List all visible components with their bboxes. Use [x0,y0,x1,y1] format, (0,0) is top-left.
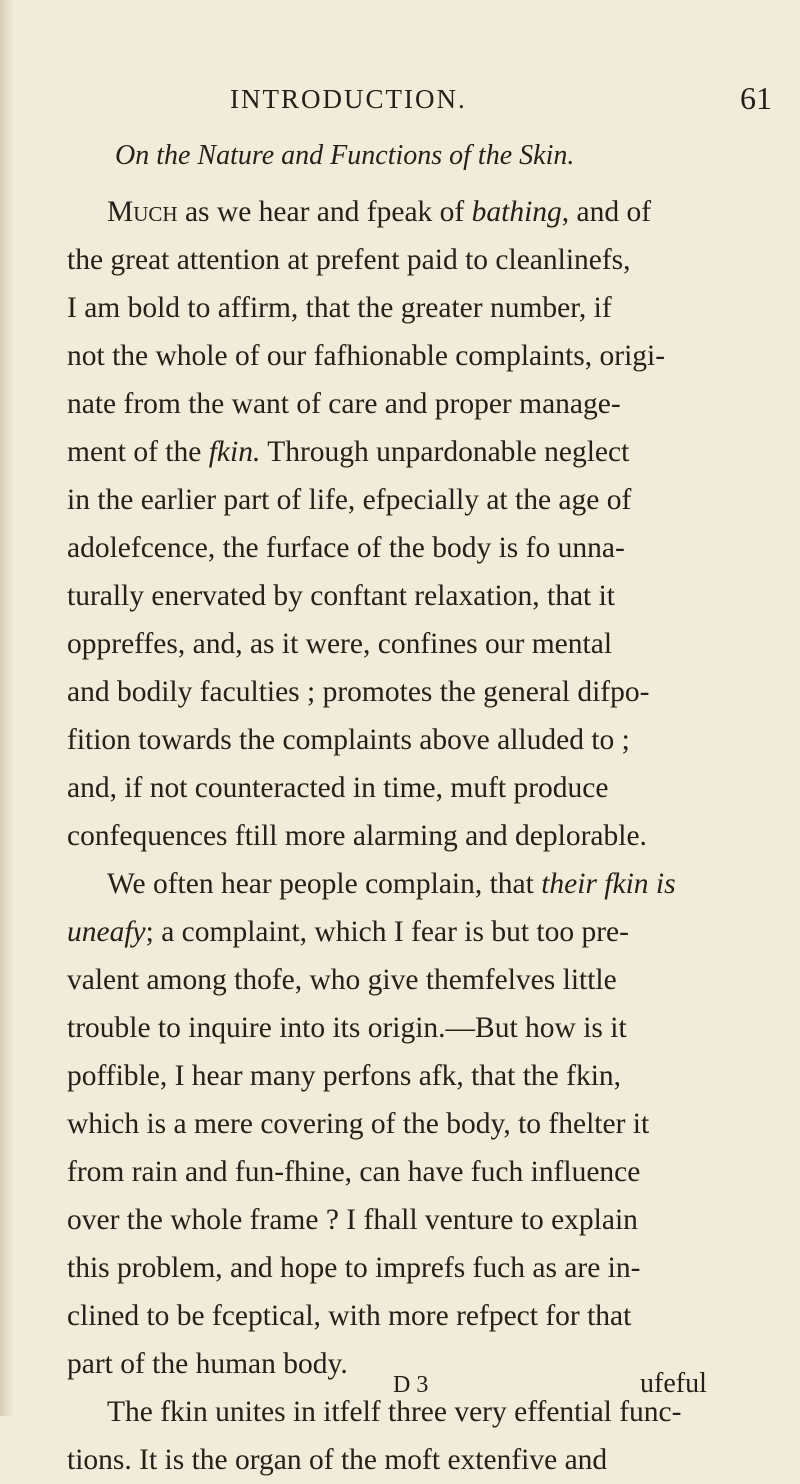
text-run: turally enervated by conftant relaxation, that it [67,580,615,612]
text-run: oppreffes, and, as it were, confines our mental [67,628,613,660]
text-line [67,1100,757,1148]
signature-mark: D 3 [393,1372,429,1398]
text-run: and bodily faculties ; promotes the general difpo- [67,676,650,708]
text-line [67,524,757,572]
text-run: ment of the [67,436,209,468]
text-line [67,908,757,956]
text-run: confequences ftill more alarming and deplorable. [67,820,647,852]
text-run: not the whole of our fafhionable complaints, origi- [67,340,666,372]
text-run: nate from the want of care and proper manage- [67,388,621,420]
page-number: 61 [740,80,772,116]
text-run: I am bold to affirm, that the greater number, if [67,292,612,324]
text-line [67,620,757,668]
text-line [67,1148,757,1196]
text-line [67,428,757,476]
text-run: , and of [561,196,652,228]
text-line [67,860,757,908]
text-line [67,1244,757,1292]
text-line [67,956,757,1004]
page-edge-shadow [0,0,14,1416]
italic-text: their fkin is [541,868,676,900]
text-run: ; a complaint, which I fear is but too pre- [145,916,629,948]
text-run: the great attention at prefent paid to cleanlinefs, [67,244,631,276]
section-title: On the Nature and Functions of the Skin. [115,140,575,171]
text-run: trouble to inquire into its origin.—But how is it [67,1012,627,1044]
text-line [67,236,757,284]
italic-text: bathing [471,196,562,228]
text-run: in the earlier part of life, efpecially at the age of [67,484,632,516]
text-line [67,1196,757,1244]
body-text [67,188,757,1484]
italic-text: uneafy [67,916,146,948]
text-line [67,476,757,524]
text-run: valent among thofe, who give themfelves little [67,964,617,996]
text-run: adolefcence, the furface of the body is fo unna- [67,532,625,564]
text-run: over the whole frame ? I fhall venture to explain [67,1204,638,1236]
text-run: and, if not counteracted in time, muft produce [67,772,609,804]
text-run: clined to be fceptical, with more refpect for that [67,1300,632,1332]
text-run: as we hear and fpeak of [177,196,472,228]
text-run: Much [107,196,178,228]
page-header [0,40,800,116]
text-run: The fkin unites in itfelf three very effential func- [107,1396,682,1428]
text-line [67,572,757,620]
text-line [67,1004,757,1052]
text-line [67,1436,757,1484]
text-run: fition towards the complaints above alluded to ; [67,724,630,756]
text-run: part of the human body. [67,1348,348,1380]
text-line [67,716,757,764]
text-run: this problem, and hope to imprefs fuch as are in- [67,1252,641,1284]
running-head: INTRODUCTION. [230,84,467,114]
text-run: Through unpardonable neglect [260,436,630,468]
text-run: which is a mere covering of the body, to fhelter it [67,1108,650,1140]
text-line [67,332,757,380]
text-line [67,812,757,860]
text-line [67,764,757,812]
text-line [67,668,757,716]
text-line [67,284,757,332]
italic-text: fkin. [208,436,261,468]
text-run: We often hear people complain, that [107,868,542,900]
text-run: from rain and fun-fhine, can have fuch influence [67,1156,641,1188]
text-run: poffible, I hear many perfons afk, that the fkin, [67,1060,622,1092]
text-line [67,380,757,428]
text-line [67,1052,757,1100]
text-line [67,1292,757,1340]
catchword: ufeful [640,1368,707,1399]
text-line [67,188,757,236]
text-run: tions. It is the organ of the moft extenfive and [67,1444,608,1476]
